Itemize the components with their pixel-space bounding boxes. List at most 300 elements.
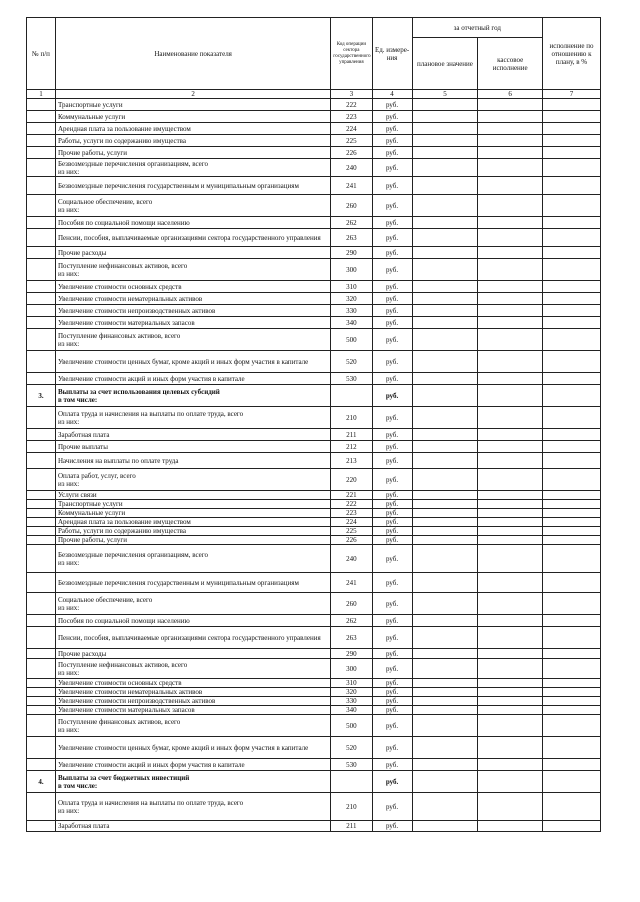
row-number [27, 545, 56, 573]
row-exec [543, 697, 601, 706]
row-plan [412, 627, 478, 649]
row-name: Арендная плата за пользование имуществом [55, 518, 330, 527]
row-plan [412, 177, 478, 195]
row-code: 225 [331, 135, 372, 147]
row-name: Безвозмездные перечисления организациям, всего из них: [55, 545, 330, 573]
row-name: Увеличение стоимости материальных запасов [55, 317, 330, 329]
row-exec [543, 615, 601, 627]
row-name: Арендная плата за пользование имуществом [55, 123, 330, 135]
row-number [27, 329, 56, 351]
row-plan [412, 697, 478, 706]
row-cash [478, 99, 543, 111]
table-row [27, 351, 601, 373]
row-number [27, 293, 56, 305]
row-unit: руб. [372, 317, 412, 329]
col-index-5: 5 [412, 90, 478, 99]
row-name: Коммунальные услуги [55, 509, 330, 518]
row-exec [543, 329, 601, 351]
row-exec [543, 793, 601, 821]
row-number [27, 509, 56, 518]
row-exec [543, 715, 601, 737]
row-number [27, 500, 56, 509]
header-cash: кассовое исполнение [478, 38, 543, 90]
row-number [27, 159, 56, 177]
row-name: Оплата труда и начисления на выплаты по оплате труда, всего из них: [55, 407, 330, 429]
row-name: Увеличение стоимости нематериальных активов [55, 688, 330, 697]
row-exec [543, 135, 601, 147]
row-cash [478, 159, 543, 177]
table-row [27, 649, 601, 659]
row-plan [412, 385, 478, 407]
row-code: 300 [331, 659, 372, 679]
row-cash [478, 195, 543, 217]
row-exec [543, 518, 601, 527]
table-row [27, 159, 601, 177]
row-code: 241 [331, 177, 372, 195]
row-cash [478, 593, 543, 615]
row-number [27, 305, 56, 317]
row-cash [478, 385, 543, 407]
row-number: 3. [27, 385, 56, 407]
row-number [27, 706, 56, 715]
row-code: 330 [331, 697, 372, 706]
row-exec [543, 469, 601, 491]
row-name: Безвозмездные перечисления организациям, всего из них: [55, 159, 330, 177]
row-number [27, 793, 56, 821]
row-code: 310 [331, 281, 372, 293]
row-name: Увеличение стоимости материальных запасов [55, 706, 330, 715]
row-plan [412, 771, 478, 793]
row-number [27, 697, 56, 706]
row-exec [543, 247, 601, 259]
row-exec [543, 305, 601, 317]
header-row-top [27, 18, 601, 38]
row-exec [543, 373, 601, 385]
row-name: Поступление финансовых активов, всего из них: [55, 329, 330, 351]
row-cash [478, 407, 543, 429]
col-index-4: 4 [372, 90, 412, 99]
row-exec [543, 659, 601, 679]
row-name: Увеличение стоимости ценных бумаг, кроме акций и иных форм участия в капитале [55, 737, 330, 759]
row-unit: руб. [372, 573, 412, 593]
row-unit: руб. [372, 821, 412, 832]
row-cash [478, 329, 543, 351]
table-row [27, 771, 601, 793]
row-exec [543, 771, 601, 793]
row-exec [543, 536, 601, 545]
row-cash [478, 688, 543, 697]
row-exec [543, 195, 601, 217]
row-plan [412, 536, 478, 545]
row-plan [412, 491, 478, 500]
table-row [27, 123, 601, 135]
row-cash [478, 441, 543, 453]
row-exec [543, 706, 601, 715]
row-code: 240 [331, 545, 372, 573]
row-exec [543, 527, 601, 536]
row-cash [478, 649, 543, 659]
row-unit: руб. [372, 159, 412, 177]
row-unit: руб. [372, 135, 412, 147]
row-code: 340 [331, 317, 372, 329]
row-plan [412, 111, 478, 123]
row-code: 213 [331, 453, 372, 469]
row-unit: руб. [372, 593, 412, 615]
table-row [27, 177, 601, 195]
row-exec [543, 123, 601, 135]
row-code: 263 [331, 229, 372, 247]
row-cash [478, 217, 543, 229]
row-number [27, 527, 56, 536]
row-cash [478, 229, 543, 247]
row-name: Увеличение стоимости нематериальных активов [55, 293, 330, 305]
row-plan [412, 217, 478, 229]
row-number [27, 518, 56, 527]
row-name: Социальное обеспечение, всего из них: [55, 593, 330, 615]
row-number [27, 759, 56, 771]
row-exec [543, 737, 601, 759]
row-exec [543, 649, 601, 659]
row-exec [543, 407, 601, 429]
row-cash [478, 177, 543, 195]
row-code: 225 [331, 527, 372, 536]
row-plan [412, 135, 478, 147]
row-number [27, 259, 56, 281]
row-code: 212 [331, 441, 372, 453]
header-num: № п/п [27, 18, 56, 90]
row-code: 210 [331, 407, 372, 429]
table-row [27, 317, 601, 329]
row-code: 260 [331, 593, 372, 615]
row-cash [478, 453, 543, 469]
table-row [27, 247, 601, 259]
row-name: Заработная плата [55, 429, 330, 441]
row-unit: руб. [372, 545, 412, 573]
row-unit: руб. [372, 759, 412, 771]
row-code: 290 [331, 649, 372, 659]
row-unit: руб. [372, 441, 412, 453]
row-name: Увеличение стоимости основных средств [55, 679, 330, 688]
row-unit: руб. [372, 351, 412, 373]
row-exec [543, 229, 601, 247]
row-name: Пенсии, пособия, выплачиваемые организациями сектора государственного управления [55, 627, 330, 649]
row-plan [412, 688, 478, 697]
col-index-1: 1 [27, 90, 56, 99]
header-name: Наименование показателя [55, 18, 330, 90]
row-unit: руб. [372, 793, 412, 821]
table-row [27, 659, 601, 679]
row-cash [478, 247, 543, 259]
row-name: Работы, услуги по содержанию имущества [55, 527, 330, 536]
row-code: 262 [331, 217, 372, 229]
col-index-6: 6 [478, 90, 543, 99]
row-plan [412, 407, 478, 429]
table-row [27, 259, 601, 281]
header-plan: плановое значение [412, 38, 478, 90]
header-code: Код операции сектора государственного управления [331, 18, 372, 90]
table-row [27, 99, 601, 111]
table-row [27, 573, 601, 593]
row-number [27, 615, 56, 627]
table-row [27, 793, 601, 821]
row-unit: руб. [372, 429, 412, 441]
row-code: 223 [331, 111, 372, 123]
row-plan [412, 509, 478, 518]
row-cash [478, 147, 543, 159]
table-row [27, 491, 601, 500]
row-name: Прочие работы, услуги [55, 147, 330, 159]
row-code: 226 [331, 536, 372, 545]
row-number [27, 217, 56, 229]
row-plan [412, 281, 478, 293]
row-unit: руб. [372, 407, 412, 429]
row-number [27, 123, 56, 135]
table-row [27, 545, 601, 573]
col-index-2: 2 [55, 90, 330, 99]
row-number [27, 469, 56, 491]
row-unit: руб. [372, 99, 412, 111]
row-name: Поступление финансовых активов, всего из них: [55, 715, 330, 737]
row-unit: руб. [372, 111, 412, 123]
table-row [27, 706, 601, 715]
row-number: 4. [27, 771, 56, 793]
row-exec [543, 317, 601, 329]
row-plan [412, 527, 478, 536]
row-exec [543, 679, 601, 688]
column-index-row [27, 90, 601, 99]
row-name: Увеличение стоимости непроизводственных активов [55, 305, 330, 317]
row-code: 320 [331, 293, 372, 305]
financial-report-table [26, 17, 601, 832]
row-exec [543, 491, 601, 500]
row-code: 262 [331, 615, 372, 627]
row-unit: руб. [372, 293, 412, 305]
row-name: Начисления на выплаты по оплате труда [55, 453, 330, 469]
row-exec [543, 177, 601, 195]
table-row [27, 536, 601, 545]
row-code: 520 [331, 737, 372, 759]
row-cash [478, 305, 543, 317]
row-unit: руб. [372, 527, 412, 536]
row-name: Прочие выплаты [55, 441, 330, 453]
row-exec [543, 293, 601, 305]
row-cash [478, 491, 543, 500]
table-row [27, 679, 601, 688]
table-row [27, 759, 601, 771]
table-row [27, 385, 601, 407]
row-number [27, 317, 56, 329]
row-name: Социальное обеспечение, всего из них: [55, 195, 330, 217]
row-name: Транспортные услуги [55, 99, 330, 111]
table-row [27, 305, 601, 317]
row-unit: руб. [372, 659, 412, 679]
table-row [27, 373, 601, 385]
row-plan [412, 429, 478, 441]
row-cash [478, 771, 543, 793]
row-plan [412, 715, 478, 737]
row-cash [478, 111, 543, 123]
row-exec [543, 821, 601, 832]
row-cash [478, 697, 543, 706]
row-unit: руб. [372, 247, 412, 259]
row-number [27, 659, 56, 679]
row-code: 211 [331, 429, 372, 441]
row-unit: руб. [372, 688, 412, 697]
row-plan [412, 759, 478, 771]
row-cash [478, 759, 543, 771]
table-row [27, 469, 601, 491]
row-unit: руб. [372, 469, 412, 491]
row-code: 530 [331, 373, 372, 385]
row-unit: руб. [372, 177, 412, 195]
row-number [27, 649, 56, 659]
row-unit: руб. [372, 715, 412, 737]
row-cash [478, 123, 543, 135]
row-plan [412, 518, 478, 527]
row-name: Заработная плата [55, 821, 330, 832]
row-code: 520 [331, 351, 372, 373]
table-row [27, 407, 601, 429]
row-number [27, 135, 56, 147]
header-year: за отчетный год [412, 18, 542, 38]
row-number [27, 688, 56, 697]
row-exec [543, 509, 601, 518]
row-plan [412, 195, 478, 217]
row-name: Пенсии, пособия, выплачиваемые организациями сектора государственного управления [55, 229, 330, 247]
row-number [27, 679, 56, 688]
row-cash [478, 821, 543, 832]
row-exec [543, 627, 601, 649]
row-name: Безвозмездные перечисления государственным и муниципальным организациям [55, 573, 330, 593]
row-exec [543, 159, 601, 177]
row-unit: руб. [372, 305, 412, 317]
row-cash [478, 373, 543, 385]
row-number [27, 627, 56, 649]
row-cash [478, 500, 543, 509]
row-plan [412, 229, 478, 247]
row-plan [412, 649, 478, 659]
row-plan [412, 821, 478, 832]
row-cash [478, 281, 543, 293]
row-plan [412, 373, 478, 385]
row-plan [412, 441, 478, 453]
row-cash [478, 317, 543, 329]
table-row [27, 500, 601, 509]
table-row [27, 821, 601, 832]
row-cash [478, 469, 543, 491]
row-unit: руб. [372, 706, 412, 715]
row-code [331, 385, 372, 407]
row-plan [412, 793, 478, 821]
row-number [27, 715, 56, 737]
row-code: 500 [331, 715, 372, 737]
row-name: Увеличение стоимости непроизводственных активов [55, 697, 330, 706]
row-number [27, 429, 56, 441]
row-plan [412, 659, 478, 679]
row-name: Увеличение стоимости ценных бумаг, кроме акций и иных форм участия в капитале [55, 351, 330, 373]
row-exec [543, 759, 601, 771]
row-plan [412, 293, 478, 305]
table-row [27, 518, 601, 527]
row-name: Увеличение стоимости акций и иных форм участия в капитале [55, 373, 330, 385]
row-plan [412, 159, 478, 177]
row-number [27, 229, 56, 247]
row-cash [478, 679, 543, 688]
row-name: Поступление нефинансовых активов, всего из них: [55, 259, 330, 281]
row-name: Оплата работ, услуг, всего из них: [55, 469, 330, 491]
row-number [27, 593, 56, 615]
row-exec [543, 593, 601, 615]
row-exec [543, 441, 601, 453]
row-cash [478, 706, 543, 715]
table-row [27, 441, 601, 453]
row-cash [478, 573, 543, 593]
row-plan [412, 147, 478, 159]
row-cash [478, 293, 543, 305]
row-unit: руб. [372, 491, 412, 500]
row-code: 263 [331, 627, 372, 649]
row-exec [543, 217, 601, 229]
row-cash [478, 659, 543, 679]
row-unit: руб. [372, 737, 412, 759]
table-row [27, 509, 601, 518]
row-name: Коммунальные услуги [55, 111, 330, 123]
table-row [27, 527, 601, 536]
row-cash [478, 793, 543, 821]
table-row [27, 697, 601, 706]
row-unit: руб. [372, 259, 412, 281]
table-row [27, 627, 601, 649]
row-code: 221 [331, 491, 372, 500]
row-name: Прочие работы, услуги [55, 536, 330, 545]
row-number [27, 573, 56, 593]
row-name: Выплаты за счет бюджетных инвестиций в том числе: [55, 771, 330, 793]
col-index-3: 3 [331, 90, 372, 99]
row-unit: руб. [372, 217, 412, 229]
row-code: 290 [331, 247, 372, 259]
row-code: 222 [331, 99, 372, 111]
row-plan [412, 706, 478, 715]
row-number [27, 177, 56, 195]
row-number [27, 821, 56, 832]
row-number [27, 491, 56, 500]
row-plan [412, 573, 478, 593]
row-number [27, 536, 56, 545]
table-row [27, 737, 601, 759]
row-unit: руб. [372, 500, 412, 509]
row-exec [543, 111, 601, 123]
header-exec: исполнение по отношению к плану, в % [543, 18, 601, 90]
row-number [27, 111, 56, 123]
row-number [27, 441, 56, 453]
row-name: Прочие расходы [55, 247, 330, 259]
row-plan [412, 615, 478, 627]
table-row [27, 111, 601, 123]
row-exec [543, 281, 601, 293]
row-name: Увеличение стоимости основных средств [55, 281, 330, 293]
row-plan [412, 123, 478, 135]
row-plan [412, 247, 478, 259]
row-plan [412, 545, 478, 573]
row-cash [478, 536, 543, 545]
row-unit: руб. [372, 697, 412, 706]
table-row [27, 217, 601, 229]
row-code: 500 [331, 329, 372, 351]
row-number [27, 281, 56, 293]
table-row [27, 135, 601, 147]
row-exec [543, 500, 601, 509]
row-plan [412, 351, 478, 373]
